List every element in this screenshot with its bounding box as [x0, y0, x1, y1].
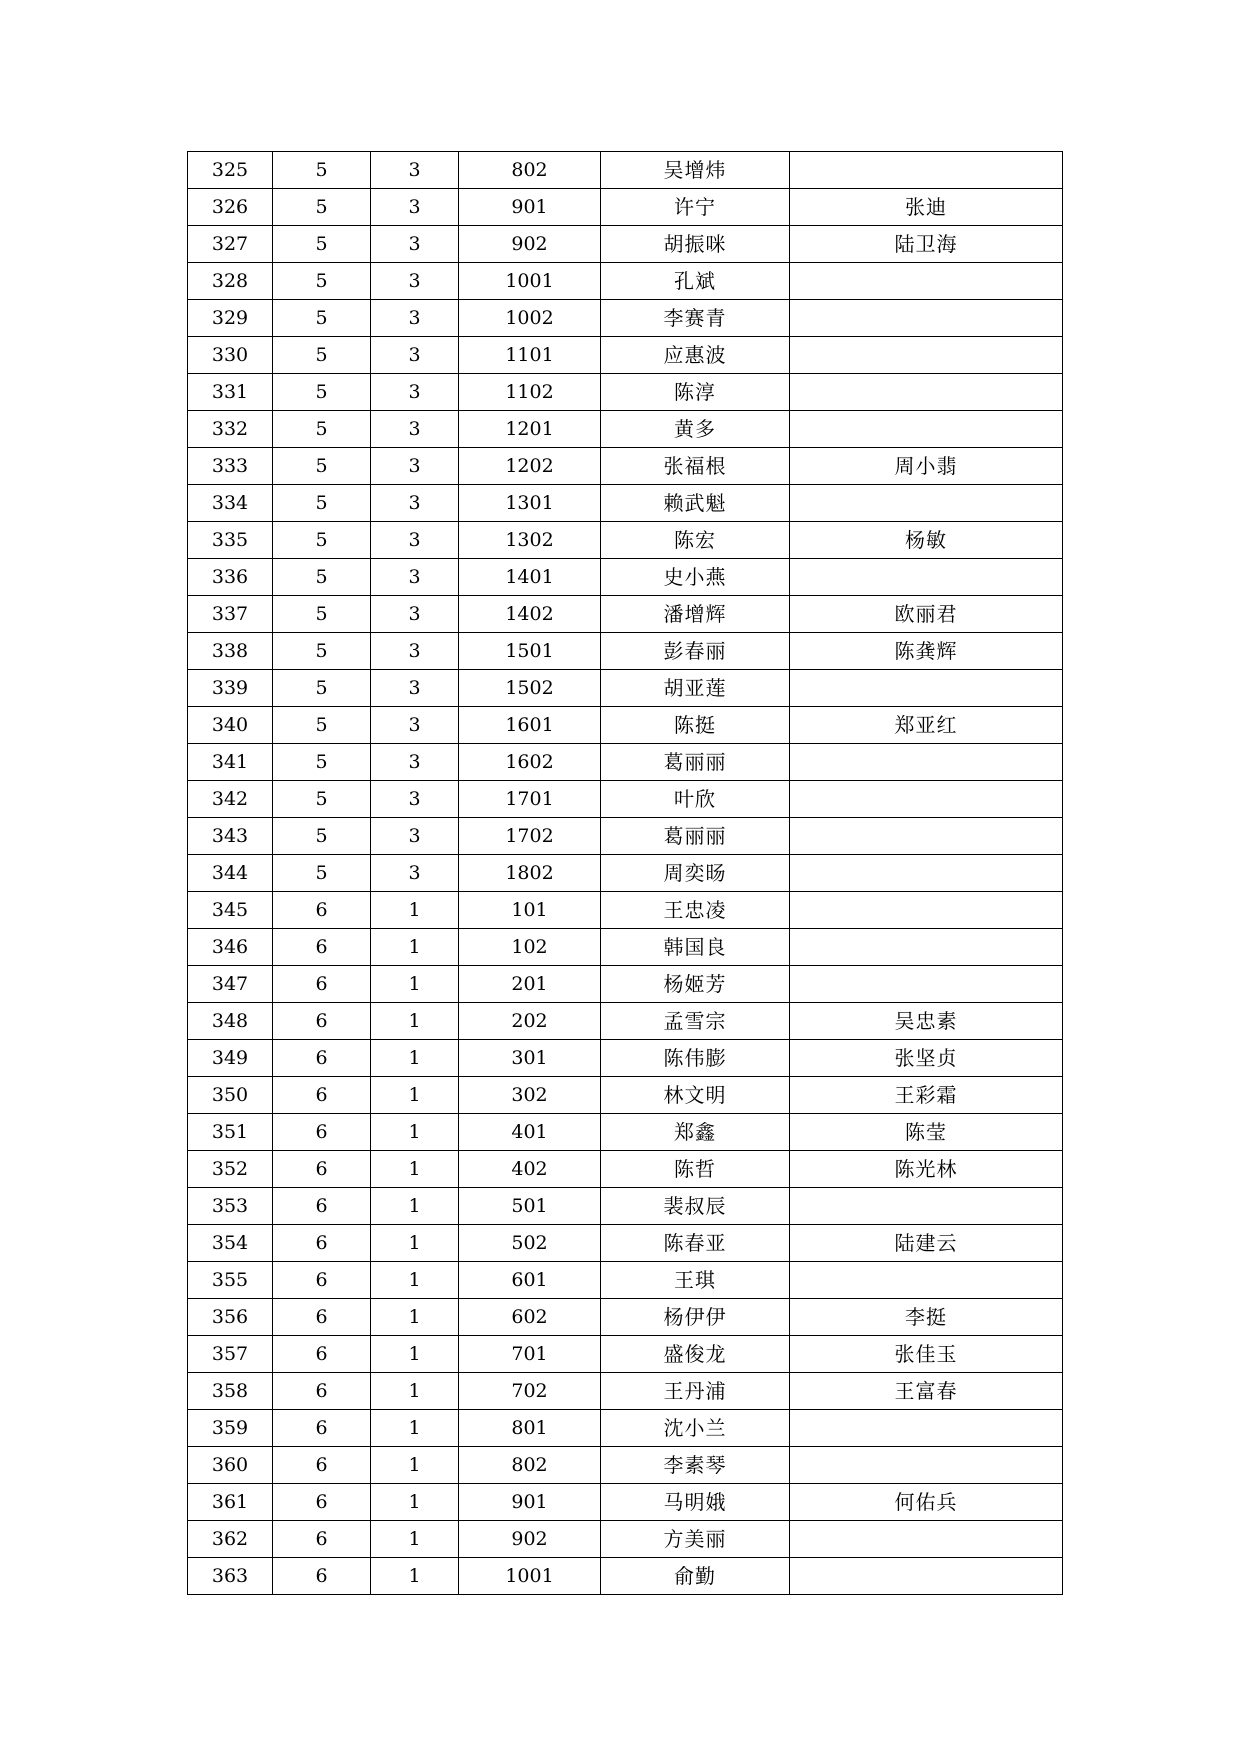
building-cell: 5 [273, 781, 371, 818]
row-number-cell: 347 [188, 966, 273, 1003]
building-cell: 6 [273, 1262, 371, 1299]
table-row [188, 226, 1063, 263]
co-owner-name-cell [790, 966, 1063, 1003]
owner-name-cell: 王丹浦 [601, 1373, 790, 1410]
table-row [188, 1003, 1063, 1040]
unit-cell: 3 [371, 152, 459, 189]
owner-name-cell: 林文明 [601, 1077, 790, 1114]
table-row [188, 596, 1063, 633]
room-number-cell: 302 [459, 1077, 601, 1114]
room-number-cell: 802 [459, 152, 601, 189]
row-number-cell: 341 [188, 744, 273, 781]
building-cell: 6 [273, 1410, 371, 1447]
unit-cell: 1 [371, 929, 459, 966]
table-row [188, 892, 1063, 929]
owner-name-cell: 许宁 [601, 189, 790, 226]
row-number-cell: 355 [188, 1262, 273, 1299]
building-cell: 6 [273, 1299, 371, 1336]
table-row [188, 670, 1063, 707]
row-number-cell: 351 [188, 1114, 273, 1151]
unit-cell: 3 [371, 522, 459, 559]
room-number-cell: 502 [459, 1225, 601, 1262]
co-owner-name-cell: 陈龚辉 [790, 633, 1063, 670]
table-row [188, 1114, 1063, 1151]
table-row [188, 559, 1063, 596]
room-number-cell: 1701 [459, 781, 601, 818]
co-owner-name-cell: 郑亚红 [790, 707, 1063, 744]
unit-cell: 1 [371, 1188, 459, 1225]
co-owner-name-cell: 王富春 [790, 1373, 1063, 1410]
table-row [188, 485, 1063, 522]
unit-cell: 3 [371, 818, 459, 855]
owner-name-cell: 盛俊龙 [601, 1336, 790, 1373]
owner-name-cell: 裴叔辰 [601, 1188, 790, 1225]
row-number-cell: 340 [188, 707, 273, 744]
co-owner-name-cell [790, 152, 1063, 189]
row-number-cell: 362 [188, 1521, 273, 1558]
co-owner-name-cell: 杨敏 [790, 522, 1063, 559]
co-owner-name-cell [790, 744, 1063, 781]
row-number-cell: 361 [188, 1484, 273, 1521]
table-row [188, 1373, 1063, 1410]
owner-name-cell: 陈宏 [601, 522, 790, 559]
unit-cell: 3 [371, 374, 459, 411]
unit-cell: 1 [371, 1336, 459, 1373]
owner-name-cell: 孔斌 [601, 263, 790, 300]
owner-name-cell: 杨伊伊 [601, 1299, 790, 1336]
owner-name-cell: 葛丽丽 [601, 818, 790, 855]
owner-name-cell: 李赛青 [601, 300, 790, 337]
co-owner-name-cell [790, 485, 1063, 522]
unit-cell: 1 [371, 1225, 459, 1262]
room-number-cell: 1802 [459, 855, 601, 892]
unit-cell: 1 [371, 1077, 459, 1114]
row-number-cell: 356 [188, 1299, 273, 1336]
row-number-cell: 331 [188, 374, 273, 411]
building-cell: 5 [273, 263, 371, 300]
owner-name-cell: 张福根 [601, 448, 790, 485]
building-cell: 5 [273, 855, 371, 892]
building-cell: 6 [273, 929, 371, 966]
table-row [188, 633, 1063, 670]
room-number-cell: 1402 [459, 596, 601, 633]
table-row [188, 1558, 1063, 1595]
room-number-cell: 1102 [459, 374, 601, 411]
table-row [188, 1484, 1063, 1521]
table-row [188, 152, 1063, 189]
row-number-cell: 363 [188, 1558, 273, 1595]
building-cell: 6 [273, 892, 371, 929]
unit-cell: 3 [371, 855, 459, 892]
unit-cell: 3 [371, 189, 459, 226]
building-cell: 5 [273, 707, 371, 744]
unit-cell: 3 [371, 337, 459, 374]
owner-name-cell: 黄多 [601, 411, 790, 448]
owner-name-cell: 陈哲 [601, 1151, 790, 1188]
co-owner-name-cell: 王彩霜 [790, 1077, 1063, 1114]
unit-cell: 1 [371, 892, 459, 929]
co-owner-name-cell [790, 1188, 1063, 1225]
room-number-cell: 1702 [459, 818, 601, 855]
row-number-cell: 342 [188, 781, 273, 818]
table-row [188, 1262, 1063, 1299]
table-row [188, 929, 1063, 966]
owner-name-cell: 吴增炜 [601, 152, 790, 189]
unit-cell: 1 [371, 1558, 459, 1595]
owner-name-cell: 方美丽 [601, 1521, 790, 1558]
building-cell: 5 [273, 522, 371, 559]
owner-name-cell: 葛丽丽 [601, 744, 790, 781]
building-cell: 5 [273, 411, 371, 448]
building-cell: 6 [273, 1373, 371, 1410]
owner-name-cell: 郑鑫 [601, 1114, 790, 1151]
unit-cell: 3 [371, 300, 459, 337]
row-number-cell: 330 [188, 337, 273, 374]
owner-name-cell: 韩国良 [601, 929, 790, 966]
unit-cell: 3 [371, 744, 459, 781]
co-owner-name-cell: 陈莹 [790, 1114, 1063, 1151]
building-cell: 5 [273, 300, 371, 337]
table-row [188, 1336, 1063, 1373]
room-number-cell: 601 [459, 1262, 601, 1299]
room-number-cell: 1401 [459, 559, 601, 596]
unit-cell: 1 [371, 966, 459, 1003]
room-number-cell: 701 [459, 1336, 601, 1373]
room-number-cell: 1602 [459, 744, 601, 781]
unit-cell: 3 [371, 707, 459, 744]
room-number-cell: 401 [459, 1114, 601, 1151]
co-owner-name-cell [790, 300, 1063, 337]
row-number-cell: 325 [188, 152, 273, 189]
building-cell: 5 [273, 559, 371, 596]
co-owner-name-cell [790, 1558, 1063, 1595]
row-number-cell: 352 [188, 1151, 273, 1188]
co-owner-name-cell: 张迪 [790, 189, 1063, 226]
co-owner-name-cell: 李挺 [790, 1299, 1063, 1336]
co-owner-name-cell: 张坚贞 [790, 1040, 1063, 1077]
owner-name-cell: 周奕旸 [601, 855, 790, 892]
row-number-cell: 359 [188, 1410, 273, 1447]
unit-cell: 1 [371, 1040, 459, 1077]
unit-cell: 3 [371, 411, 459, 448]
room-number-cell: 201 [459, 966, 601, 1003]
row-number-cell: 345 [188, 892, 273, 929]
room-number-cell: 1101 [459, 337, 601, 374]
unit-cell: 1 [371, 1151, 459, 1188]
room-number-cell: 501 [459, 1188, 601, 1225]
room-number-cell: 102 [459, 929, 601, 966]
row-number-cell: 328 [188, 263, 273, 300]
table-row [188, 411, 1063, 448]
owner-name-cell: 陈伟膨 [601, 1040, 790, 1077]
owner-name-cell: 史小燕 [601, 559, 790, 596]
unit-cell: 3 [371, 559, 459, 596]
row-number-cell: 336 [188, 559, 273, 596]
co-owner-name-cell [790, 1262, 1063, 1299]
building-cell: 5 [273, 226, 371, 263]
co-owner-name-cell: 周小翡 [790, 448, 1063, 485]
table-row [188, 522, 1063, 559]
unit-cell: 1 [371, 1003, 459, 1040]
owner-name-cell: 陈挺 [601, 707, 790, 744]
table-row [188, 189, 1063, 226]
co-owner-name-cell: 陆卫海 [790, 226, 1063, 263]
room-number-cell: 1001 [459, 1558, 601, 1595]
building-cell: 6 [273, 966, 371, 1003]
owner-name-cell: 马明娥 [601, 1484, 790, 1521]
co-owner-name-cell [790, 559, 1063, 596]
table-row [188, 1447, 1063, 1484]
owner-name-cell: 彭春丽 [601, 633, 790, 670]
co-owner-name-cell: 吴忠素 [790, 1003, 1063, 1040]
co-owner-name-cell [790, 337, 1063, 374]
table-row [188, 1077, 1063, 1114]
co-owner-name-cell [790, 263, 1063, 300]
row-number-cell: 343 [188, 818, 273, 855]
co-owner-name-cell [790, 1447, 1063, 1484]
owner-name-cell: 王忠凌 [601, 892, 790, 929]
row-number-cell: 344 [188, 855, 273, 892]
room-number-cell: 1001 [459, 263, 601, 300]
table-row [188, 1299, 1063, 1336]
table-row [188, 1188, 1063, 1225]
row-number-cell: 332 [188, 411, 273, 448]
building-cell: 5 [273, 744, 371, 781]
building-cell: 6 [273, 1077, 371, 1114]
table-body [188, 152, 1063, 1595]
co-owner-name-cell [790, 892, 1063, 929]
room-number-cell: 702 [459, 1373, 601, 1410]
unit-cell: 1 [371, 1410, 459, 1447]
room-number-cell: 1501 [459, 633, 601, 670]
room-number-cell: 402 [459, 1151, 601, 1188]
owner-name-cell: 胡亚莲 [601, 670, 790, 707]
owner-register-table [187, 151, 1063, 1595]
co-owner-name-cell [790, 855, 1063, 892]
table-row [188, 781, 1063, 818]
unit-cell: 3 [371, 226, 459, 263]
building-cell: 5 [273, 633, 371, 670]
building-cell: 6 [273, 1040, 371, 1077]
unit-cell: 3 [371, 263, 459, 300]
room-number-cell: 602 [459, 1299, 601, 1336]
building-cell: 6 [273, 1521, 371, 1558]
table-row [188, 707, 1063, 744]
co-owner-name-cell [790, 411, 1063, 448]
room-number-cell: 902 [459, 1521, 601, 1558]
owner-name-cell: 李素琴 [601, 1447, 790, 1484]
co-owner-name-cell: 陈光林 [790, 1151, 1063, 1188]
building-cell: 6 [273, 1225, 371, 1262]
unit-cell: 1 [371, 1521, 459, 1558]
owner-name-cell: 孟雪宗 [601, 1003, 790, 1040]
row-number-cell: 354 [188, 1225, 273, 1262]
owner-name-cell: 王琪 [601, 1262, 790, 1299]
unit-cell: 1 [371, 1373, 459, 1410]
row-number-cell: 349 [188, 1040, 273, 1077]
unit-cell: 3 [371, 596, 459, 633]
row-number-cell: 335 [188, 522, 273, 559]
owner-name-cell: 胡振咪 [601, 226, 790, 263]
room-number-cell: 1201 [459, 411, 601, 448]
room-number-cell: 901 [459, 189, 601, 226]
table-row [188, 818, 1063, 855]
building-cell: 6 [273, 1151, 371, 1188]
co-owner-name-cell: 陆建云 [790, 1225, 1063, 1262]
building-cell: 6 [273, 1447, 371, 1484]
building-cell: 6 [273, 1484, 371, 1521]
table-row [188, 263, 1063, 300]
co-owner-name-cell [790, 1521, 1063, 1558]
room-number-cell: 802 [459, 1447, 601, 1484]
room-number-cell: 202 [459, 1003, 601, 1040]
co-owner-name-cell: 张佳玉 [790, 1336, 1063, 1373]
table-row [188, 1151, 1063, 1188]
co-owner-name-cell [790, 818, 1063, 855]
row-number-cell: 327 [188, 226, 273, 263]
row-number-cell: 338 [188, 633, 273, 670]
row-number-cell: 358 [188, 1373, 273, 1410]
row-number-cell: 337 [188, 596, 273, 633]
unit-cell: 3 [371, 670, 459, 707]
table-row [188, 1225, 1063, 1262]
building-cell: 5 [273, 337, 371, 374]
row-number-cell: 334 [188, 485, 273, 522]
table-row [188, 448, 1063, 485]
unit-cell: 3 [371, 485, 459, 522]
building-cell: 6 [273, 1558, 371, 1595]
table-row [188, 966, 1063, 1003]
owner-name-cell: 陈淳 [601, 374, 790, 411]
room-number-cell: 1202 [459, 448, 601, 485]
room-number-cell: 1002 [459, 300, 601, 337]
co-owner-name-cell: 欧丽君 [790, 596, 1063, 633]
room-number-cell: 801 [459, 1410, 601, 1447]
owner-name-cell: 俞勤 [601, 1558, 790, 1595]
unit-cell: 1 [371, 1262, 459, 1299]
owner-name-cell: 潘增辉 [601, 596, 790, 633]
row-number-cell: 346 [188, 929, 273, 966]
unit-cell: 1 [371, 1299, 459, 1336]
table-row [188, 744, 1063, 781]
room-number-cell: 1302 [459, 522, 601, 559]
building-cell: 6 [273, 1114, 371, 1151]
table-row [188, 1410, 1063, 1447]
owner-name-cell: 沈小兰 [601, 1410, 790, 1447]
building-cell: 5 [273, 374, 371, 411]
building-cell: 5 [273, 448, 371, 485]
owner-name-cell: 陈春亚 [601, 1225, 790, 1262]
co-owner-name-cell [790, 929, 1063, 966]
unit-cell: 1 [371, 1484, 459, 1521]
owner-name-cell: 应惠波 [601, 337, 790, 374]
row-number-cell: 348 [188, 1003, 273, 1040]
row-number-cell: 350 [188, 1077, 273, 1114]
co-owner-name-cell: 何佑兵 [790, 1484, 1063, 1521]
table-row [188, 337, 1063, 374]
building-cell: 6 [273, 1188, 371, 1225]
row-number-cell: 333 [188, 448, 273, 485]
unit-cell: 3 [371, 781, 459, 818]
row-number-cell: 339 [188, 670, 273, 707]
room-number-cell: 301 [459, 1040, 601, 1077]
building-cell: 6 [273, 1003, 371, 1040]
room-number-cell: 1301 [459, 485, 601, 522]
co-owner-name-cell [790, 670, 1063, 707]
table-row [188, 1040, 1063, 1077]
owner-name-cell: 叶欣 [601, 781, 790, 818]
owner-name-cell: 杨姬芳 [601, 966, 790, 1003]
table-row [188, 374, 1063, 411]
row-number-cell: 326 [188, 189, 273, 226]
co-owner-name-cell [790, 781, 1063, 818]
building-cell: 5 [273, 189, 371, 226]
room-number-cell: 901 [459, 1484, 601, 1521]
building-cell: 5 [273, 818, 371, 855]
owner-name-cell: 赖武魁 [601, 485, 790, 522]
unit-cell: 1 [371, 1447, 459, 1484]
room-number-cell: 1502 [459, 670, 601, 707]
row-number-cell: 360 [188, 1447, 273, 1484]
co-owner-name-cell [790, 1410, 1063, 1447]
building-cell: 5 [273, 152, 371, 189]
building-cell: 6 [273, 1336, 371, 1373]
row-number-cell: 353 [188, 1188, 273, 1225]
table-row [188, 300, 1063, 337]
row-number-cell: 329 [188, 300, 273, 337]
row-number-cell: 357 [188, 1336, 273, 1373]
co-owner-name-cell [790, 374, 1063, 411]
building-cell: 5 [273, 670, 371, 707]
building-cell: 5 [273, 485, 371, 522]
table-row [188, 1521, 1063, 1558]
building-cell: 5 [273, 596, 371, 633]
room-number-cell: 1601 [459, 707, 601, 744]
room-number-cell: 101 [459, 892, 601, 929]
unit-cell: 3 [371, 448, 459, 485]
unit-cell: 3 [371, 633, 459, 670]
table-row [188, 855, 1063, 892]
unit-cell: 1 [371, 1114, 459, 1151]
room-number-cell: 902 [459, 226, 601, 263]
